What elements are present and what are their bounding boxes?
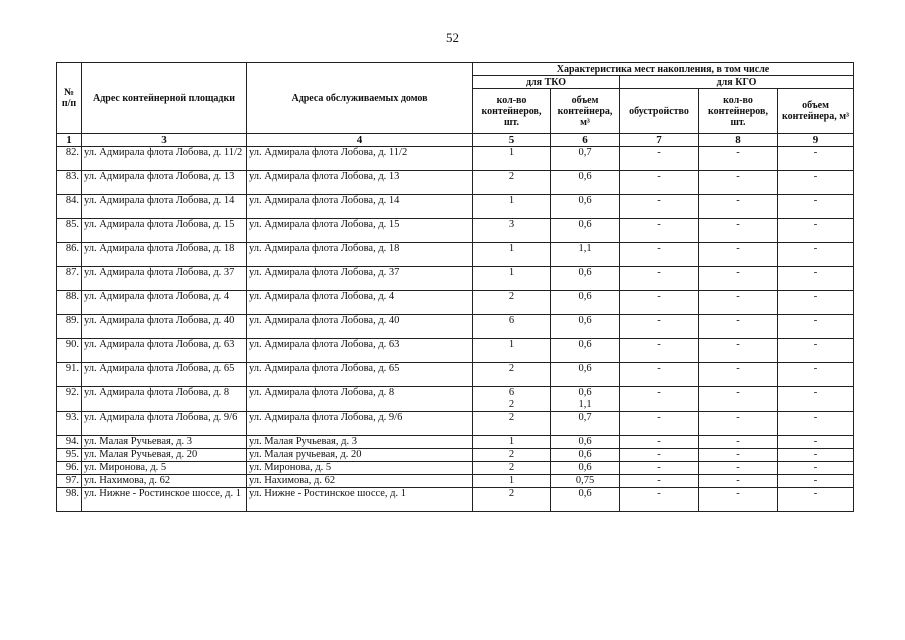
container-volume: [551, 147, 620, 171]
row-number: 89.: [57, 315, 82, 339]
table-row: [57, 475, 854, 488]
row-number: 86.: [57, 243, 82, 267]
table-row: [57, 449, 854, 462]
container-volume: [551, 387, 620, 412]
container-volume-value: 0,6: [578, 267, 592, 278]
kgo-volume: -: [778, 339, 854, 363]
container-volume: [551, 462, 620, 475]
container-volume-value: 0,6: [578, 363, 592, 374]
arrangement: -: [620, 462, 699, 475]
column-number: 5: [473, 134, 551, 147]
container-volume-value: 0,6: [578, 315, 592, 326]
container-volume-value: 0,6: [578, 462, 592, 473]
container-count: [473, 475, 551, 488]
kgo-count: -: [699, 436, 778, 449]
kgo-count: -: [699, 387, 778, 412]
container-volume: [551, 412, 620, 436]
kgo-volume: -: [778, 267, 854, 291]
container-count: [473, 363, 551, 387]
arrangement: -: [620, 436, 699, 449]
container-count: [473, 412, 551, 436]
served-houses: ул. Адмирала флота Лобова, д. 9/6: [247, 412, 473, 436]
served-houses: ул. Нахимова, д. 62: [247, 475, 473, 488]
container-count-value: 2: [508, 171, 515, 182]
container-volume: [551, 171, 620, 195]
kgo-count: -: [699, 488, 778, 512]
header-arrangement: обустройство: [620, 89, 699, 134]
site-address: ул. Нижне - Ростинское шоссе, д. 1: [82, 488, 247, 512]
arrangement: -: [620, 387, 699, 412]
container-volume: [551, 219, 620, 243]
row-number: 88.: [57, 291, 82, 315]
page-number: 52: [446, 30, 459, 45]
kgo-count: -: [699, 267, 778, 291]
container-count-value: 2: [508, 291, 515, 302]
arrangement: -: [620, 219, 699, 243]
container-count: [473, 436, 551, 449]
table-row: [57, 412, 854, 436]
kgo-count: -: [699, 462, 778, 475]
table-row: [57, 219, 854, 243]
row-number: 83.: [57, 171, 82, 195]
header-volume: объем контейнера, м³: [551, 89, 620, 134]
container-volume: [551, 291, 620, 315]
table-row: [57, 488, 854, 512]
header-volume-kgo: объем контейнера, м³: [778, 89, 854, 134]
container-count: [473, 219, 551, 243]
table-body: [57, 147, 854, 512]
arrangement: -: [620, 315, 699, 339]
column-number: 6: [551, 134, 620, 147]
kgo-count: -: [699, 243, 778, 267]
site-address: ул. Миронова, д. 5: [82, 462, 247, 475]
served-houses: ул. Малая Ручьевая, д. 3: [247, 436, 473, 449]
site-address: ул. Адмирала флота Лобова, д. 18: [82, 243, 247, 267]
container-volume-value: 0,6: [578, 195, 592, 206]
header-houses: Адреса обслуживаемых домов: [247, 63, 473, 134]
container-sites-table: [56, 62, 854, 512]
container-count-value: 2: [508, 488, 515, 499]
row-number: 85.: [57, 219, 82, 243]
kgo-volume: -: [778, 387, 854, 412]
row-number: 94.: [57, 436, 82, 449]
table-row: [57, 363, 854, 387]
table-row: [57, 171, 854, 195]
column-number: 3: [82, 134, 247, 147]
container-volume-value: 0,7: [578, 412, 592, 423]
kgo-volume: -: [778, 488, 854, 512]
kgo-count: -: [699, 475, 778, 488]
header-characteristics: Характеристика мест накопления, в том числе: [473, 63, 854, 76]
container-volume: [551, 339, 620, 363]
served-houses: ул. Нижне - Ростинское шоссе, д. 1: [247, 488, 473, 512]
container-volume: [551, 315, 620, 339]
served-houses: ул. Миронова, д. 5: [247, 462, 473, 475]
site-address: ул. Адмирала флота Лобова, д. 40: [82, 315, 247, 339]
kgo-volume: -: [778, 412, 854, 436]
site-address: ул. Адмирала флота Лобова, д. 65: [82, 363, 247, 387]
served-houses: ул. Адмирала флота Лобова, д. 14: [247, 195, 473, 219]
row-number: 90.: [57, 339, 82, 363]
table-row: [57, 315, 854, 339]
kgo-count: -: [699, 219, 778, 243]
arrangement: -: [620, 291, 699, 315]
container-count: [473, 449, 551, 462]
container-count-value: 2: [508, 363, 515, 374]
container-count-value: 2: [508, 412, 515, 423]
container-count: [473, 291, 551, 315]
container-count: [473, 243, 551, 267]
container-count: [473, 267, 551, 291]
site-address: ул. Малая Ручьевая, д. 20: [82, 449, 247, 462]
container-count-value: 6: [508, 387, 515, 398]
table-row: [57, 291, 854, 315]
served-houses: ул. Адмирала флота Лобова, д. 63: [247, 339, 473, 363]
served-houses: ул. Адмирала флота Лобова, д. 15: [247, 219, 473, 243]
kgo-volume: -: [778, 475, 854, 488]
container-volume-value: 0,6: [578, 449, 592, 460]
container-count: [473, 339, 551, 363]
container-volume-value: 0,6: [578, 219, 592, 230]
arrangement: -: [620, 449, 699, 462]
container-volume: [551, 363, 620, 387]
site-address: ул. Адмирала флота Лобова, д. 13: [82, 171, 247, 195]
container-volume: [551, 449, 620, 462]
header-address: Адрес контейнерной площадки: [82, 63, 247, 134]
row-number: 87.: [57, 267, 82, 291]
row-number: 96.: [57, 462, 82, 475]
container-count: [473, 462, 551, 475]
kgo-volume: -: [778, 449, 854, 462]
table-row: [57, 462, 854, 475]
container-count: [473, 488, 551, 512]
container-count: [473, 387, 551, 412]
container-volume-value: 0,7: [578, 147, 592, 158]
row-number: 84.: [57, 195, 82, 219]
table-row: [57, 339, 854, 363]
row-number: 92.: [57, 387, 82, 412]
container-count-value: 2: [508, 449, 515, 460]
container-count-value: 1: [508, 195, 515, 206]
column-number: 9: [778, 134, 854, 147]
container-count-value: 1: [508, 147, 515, 158]
served-houses: ул. Адмирала флота Лобова, д. 13: [247, 171, 473, 195]
site-address: ул. Нахимова, д. 62: [82, 475, 247, 488]
kgo-volume: -: [778, 462, 854, 475]
site-address: ул. Адмирала флота Лобова, д. 8: [82, 387, 247, 412]
arrangement: -: [620, 171, 699, 195]
header-count: кол-во контейнеров, шт.: [473, 89, 551, 134]
arrangement: -: [620, 267, 699, 291]
container-count-value: 1: [508, 243, 515, 254]
container-volume-value: 0,6: [578, 171, 592, 182]
table-row: [57, 436, 854, 449]
site-address: ул. Адмирала флота Лобова, д. 63: [82, 339, 247, 363]
container-volume: [551, 243, 620, 267]
served-houses: ул. Адмирала флота Лобова, д. 37: [247, 267, 473, 291]
header-tko: для ТКО: [473, 76, 620, 89]
row-number: 98.: [57, 488, 82, 512]
site-address: ул. Адмирала флота Лобова, д. 11/2: [82, 147, 247, 171]
container-count-value: 1: [508, 267, 515, 278]
arrangement: -: [620, 412, 699, 436]
container-volume: [551, 488, 620, 512]
container-count: [473, 315, 551, 339]
container-volume: [551, 267, 620, 291]
kgo-count: -: [699, 315, 778, 339]
container-volume-value: 1,1: [578, 399, 592, 410]
container-volume-value: 1,1: [578, 243, 592, 254]
kgo-count: -: [699, 195, 778, 219]
column-number: 7: [620, 134, 699, 147]
kgo-volume: -: [778, 291, 854, 315]
container-volume-value: 0,6: [578, 291, 592, 302]
kgo-volume: -: [778, 315, 854, 339]
arrangement: -: [620, 195, 699, 219]
header-kgo: для КГО: [620, 76, 854, 89]
arrangement: -: [620, 475, 699, 488]
kgo-count: -: [699, 171, 778, 195]
container-count-value: 6: [508, 315, 515, 326]
served-houses: ул. Адмирала флота Лобова, д. 40: [247, 315, 473, 339]
table-row: [57, 195, 854, 219]
table-row: [57, 267, 854, 291]
row-number: 93.: [57, 412, 82, 436]
site-address: ул. Малая Ручьевая, д. 3: [82, 436, 247, 449]
container-count-value: 1: [508, 436, 515, 447]
kgo-volume: -: [778, 363, 854, 387]
kgo-count: -: [699, 363, 778, 387]
kgo-volume: -: [778, 147, 854, 171]
kgo-volume: -: [778, 243, 854, 267]
kgo-count: -: [699, 291, 778, 315]
row-number: 95.: [57, 449, 82, 462]
container-volume-value: 0,6: [578, 488, 592, 499]
container-count: [473, 195, 551, 219]
arrangement: -: [620, 363, 699, 387]
kgo-count: -: [699, 412, 778, 436]
container-count-value: 1: [508, 475, 515, 486]
container-count-value: 3: [508, 219, 515, 230]
container-volume: [551, 195, 620, 219]
container-volume-value: 0,75: [575, 475, 595, 486]
kgo-count: -: [699, 449, 778, 462]
kgo-volume: -: [778, 436, 854, 449]
table-row: [57, 243, 854, 267]
header-no: № п/п: [57, 63, 82, 134]
table-row: [57, 387, 854, 412]
served-houses: ул. Малая ручьевая, д. 20: [247, 449, 473, 462]
column-number: 8: [699, 134, 778, 147]
container-count: [473, 171, 551, 195]
container-count: [473, 147, 551, 171]
arrangement: -: [620, 488, 699, 512]
served-houses: ул. Адмирала флота Лобова, д. 11/2: [247, 147, 473, 171]
served-houses: ул. Адмирала флота Лобова, д. 18: [247, 243, 473, 267]
arrangement: -: [620, 147, 699, 171]
table-row: [57, 147, 854, 171]
container-count-value: 2: [508, 462, 515, 473]
kgo-count: -: [699, 339, 778, 363]
site-address: ул. Адмирала флота Лобова, д. 15: [82, 219, 247, 243]
kgo-volume: -: [778, 219, 854, 243]
container-volume-value: 0,6: [578, 436, 592, 447]
site-address: ул. Адмирала флота Лобова, д. 14: [82, 195, 247, 219]
site-address: ул. Адмирала флота Лобова, д. 9/6: [82, 412, 247, 436]
column-number: 1: [57, 134, 82, 147]
row-number: 97.: [57, 475, 82, 488]
arrangement: -: [620, 339, 699, 363]
container-volume: [551, 475, 620, 488]
row-number: 82.: [57, 147, 82, 171]
container-count-value: 1: [508, 339, 515, 350]
row-number: 91.: [57, 363, 82, 387]
container-count-value: 2: [508, 399, 515, 410]
container-volume-value: 0,6: [578, 387, 592, 398]
container-volume-value: 0,6: [578, 339, 592, 350]
column-number: 4: [247, 134, 473, 147]
arrangement: -: [620, 243, 699, 267]
container-volume: [551, 436, 620, 449]
kgo-volume: -: [778, 195, 854, 219]
site-address: ул. Адмирала флота Лобова, д. 4: [82, 291, 247, 315]
site-address: ул. Адмирала флота Лобова, д. 37: [82, 267, 247, 291]
header-count-kgo: кол-во контейнеров, шт.: [699, 89, 778, 134]
served-houses: ул. Адмирала флота Лобова, д. 4: [247, 291, 473, 315]
kgo-count: -: [699, 147, 778, 171]
kgo-volume: -: [778, 171, 854, 195]
served-houses: ул. Адмирала флота Лобова, д. 65: [247, 363, 473, 387]
served-houses: ул. Адмирала флота Лобова, д. 8: [247, 387, 473, 412]
